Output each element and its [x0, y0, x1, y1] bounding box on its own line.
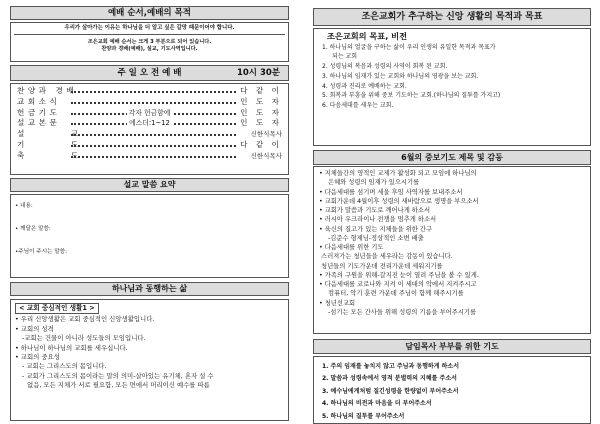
prayer-line: 스러져가는 청년들을 세우라는 감동이 있습니다. — [321, 253, 453, 261]
order-item-label: 교회소식 — [17, 96, 61, 106]
order-item-leader: 다 같 이 — [240, 139, 282, 149]
vision-item: 되는 교회 — [332, 53, 358, 61]
offering-note: 각자 헌금함에 — [128, 109, 171, 117]
prayer-topics-title: 6월의 중보기도 제목 및 감동 — [313, 150, 591, 165]
sermon-realization-field: • 깨달은 말씀: — [15, 226, 51, 232]
prayer-line: • 가족의 구원을 위해-갈지진 눈이 열려 주님을 볼 수 있게. — [319, 271, 479, 279]
worship-order-note: 조은교회 예배 순서는 크게 3 부분으로 되어 있습니다. — [87, 38, 212, 45]
service-order-title: 주 일 오 전 예 배 — [117, 68, 182, 78]
vision-item: 2. 성령님의 복음과 성령의 사역이 회복 된 교회. — [322, 63, 448, 71]
walk-line: • 교회의 중요성 — [15, 353, 60, 362]
vision-item: 4. 성령과 진리로 예배하는 교회. — [322, 82, 407, 90]
prayer-line: • 지체들간의 영적인 교제가 활성화 되고 모임에 하나님의 — [319, 170, 477, 177]
order-row — [17, 86, 282, 97]
order-row — [17, 97, 282, 108]
prayer-line: • 다음세대를 섬기며 세울 후임 사역자를 보내주소서 — [319, 188, 463, 196]
prayer-line: • 러시아 우크라이나 전쟁을 멈추게 하소서 — [319, 216, 437, 224]
walk-line: • 하나님이 하나님의 교회를 세우십니다. — [15, 343, 128, 352]
pastor-prayer-item: 2. 말씀과 성령속에서 영적 분별력의 지혜를 주소서 — [322, 375, 457, 383]
prayer-topics-box — [313, 166, 591, 334]
vision-item: 5. 회복과 부흥을 위해 중보 기도하는 교회.(하나님의 질투를 가지고) — [322, 92, 501, 100]
scripture-reference: 에스더:1~12 — [129, 119, 170, 127]
order-row — [17, 129, 282, 140]
order-row — [17, 140, 282, 151]
dot-leader — [71, 134, 236, 136]
church-goal-title: 조은교회가 추구하는 신앙 생활의 목적과 목표 — [313, 8, 591, 26]
walk-line: • 교회의 성격 — [15, 324, 54, 333]
pastor-prayer-box — [313, 356, 591, 424]
dot-leader — [71, 102, 236, 104]
prayer-line: • 다음세대를 위한 기도 — [319, 244, 384, 251]
prayer-line: • 다음세대를 코로나와 지켜 이 세대의 악에서 지켜주시고 — [319, 281, 477, 288]
vision-item: 1. 하나님의 얼굴을 구하는 삶이 우리 인생의 유일한 목적과 목표가 — [322, 43, 496, 51]
prayer-line: • 교회가 말씀과 기도로 깨어나게 하소서 — [319, 207, 431, 214]
order-item-leader: 다 같 이 — [240, 86, 282, 95]
worship-intro-title: 예배 순서,예배의 목적 — [10, 6, 289, 20]
order-item-label: 축 도 — [17, 150, 101, 160]
sermon-summary-box — [10, 194, 289, 278]
order-item-label: 찬양과 경배 — [17, 86, 78, 95]
walk-line: 없음, 모든 지체가 서로 필요함, 모든 면에서 머리이신 예수를 따름 — [27, 381, 210, 390]
prayer-line: 컴퓨터, 악기 훈련 가운데 주님이 함께 해주시기를 — [328, 290, 464, 298]
order-item-label: 설 교 — [17, 129, 101, 139]
walk-with-god-title: 하나님과 동행하는 삶 — [10, 282, 289, 296]
prayer-line: 청년들의 기도가운데 전리가운데 세워지기를 — [321, 262, 443, 270]
prayer-line: • 교회가운데 4월이후 성령의 새바람으로 생명을 부으소서 — [319, 197, 479, 205]
walk-with-god-box — [10, 299, 289, 421]
dot-leader — [71, 145, 236, 147]
order-item-label: 헌금기도 — [17, 107, 61, 117]
order-row — [17, 151, 282, 162]
pastor-prayer-title: 담임목사 부부를 위한 기도 — [313, 339, 591, 354]
left-column — [10, 6, 289, 421]
vision-item: 6. 다음세대를 세우는 교회. — [322, 101, 394, 109]
worship-order-parts: 찬양과 경배(예배), 설교, 기도사역입니다. — [101, 46, 198, 53]
worship-intro-box — [10, 22, 289, 62]
prayer-line: -김준수 형제님-정상적인 소변 배출 — [328, 234, 424, 242]
order-item-leader: 인 도 자 — [240, 118, 282, 128]
pastor-prayer-item: 1. 주의 임재를 놓치지 않고 주님과 동행하게 하소서 — [322, 363, 459, 370]
prayer-line: • 청년선교회 — [319, 299, 356, 307]
walk-subtitle: < 교회 중심적인 생활1 > — [15, 303, 99, 314]
order-item-leader: 인 도 자 — [240, 107, 282, 117]
prayer-line: 은혜와 성령의 임재가 있으시기를 — [328, 179, 420, 187]
walk-line: -교회는 건물이 아니라 성도들의 모임입니다. — [22, 334, 146, 343]
pastor-prayer-item: 4. 하나님의 비전과 마음을 더 부어주소서 — [322, 400, 432, 408]
order-item-leader: 신한식목사 — [250, 130, 282, 139]
dot-leader — [71, 156, 236, 158]
church-goal-box — [313, 28, 591, 146]
walk-line: - 교회는 그리스도의 몸입니다. — [22, 362, 107, 371]
sermon-summary-title: 설교 말씀 요약 — [10, 178, 289, 192]
service-order-box — [10, 83, 289, 175]
prayer-line: • 육신의 질고가 있는 지체들을 위한 간구 — [319, 225, 433, 233]
sermon-lord-message-field: •주님이 주시는 말씀: — [15, 249, 67, 255]
right-column — [313, 8, 591, 424]
order-item-leader: 인 도 자 — [240, 96, 282, 106]
order-item-label: 설교본문 — [17, 118, 61, 128]
order-item-leader: 신한식목사 — [250, 151, 282, 160]
service-order-header — [10, 65, 289, 81]
service-time: 10시 30분 — [236, 68, 280, 78]
dot-leader — [71, 91, 236, 93]
worship-purpose-text: 우리가 살아가는 이유는 하나님을 더 알고 싶은 갈망 때문이어야 합니다. — [14, 24, 285, 35]
walk-line: • 우리 신앙생활은 교회 중심적인 신앙생활입니다. — [15, 315, 155, 324]
order-item-label: 기 도 — [17, 139, 101, 149]
prayer-line: -섬기는 모든 간사들 위해 성령의 기름을 부어주시기를 — [328, 308, 477, 316]
vision-item: 3. 하나님의 임재가 있는 교회와 하나님의 영광을 보는 교회. — [322, 72, 479, 80]
church-vision-subtitle: 조은교회의 목표, 비전 — [327, 31, 407, 41]
sermon-content-field: • 내용: — [15, 203, 33, 209]
pastor-prayer-item: 3. 예수님에게처럼 질긴성령을 한량없이 부어주소서 — [322, 387, 459, 395]
walk-line: - 교회가 그리스도의 몸이라는 말의 의미-살아있는 유기체, 혼자 설 수 — [22, 371, 214, 380]
order-center-notes — [11, 108, 288, 128]
pastor-prayer-item: 5. 하나님의 질투를 부어주소서 — [322, 412, 405, 420]
